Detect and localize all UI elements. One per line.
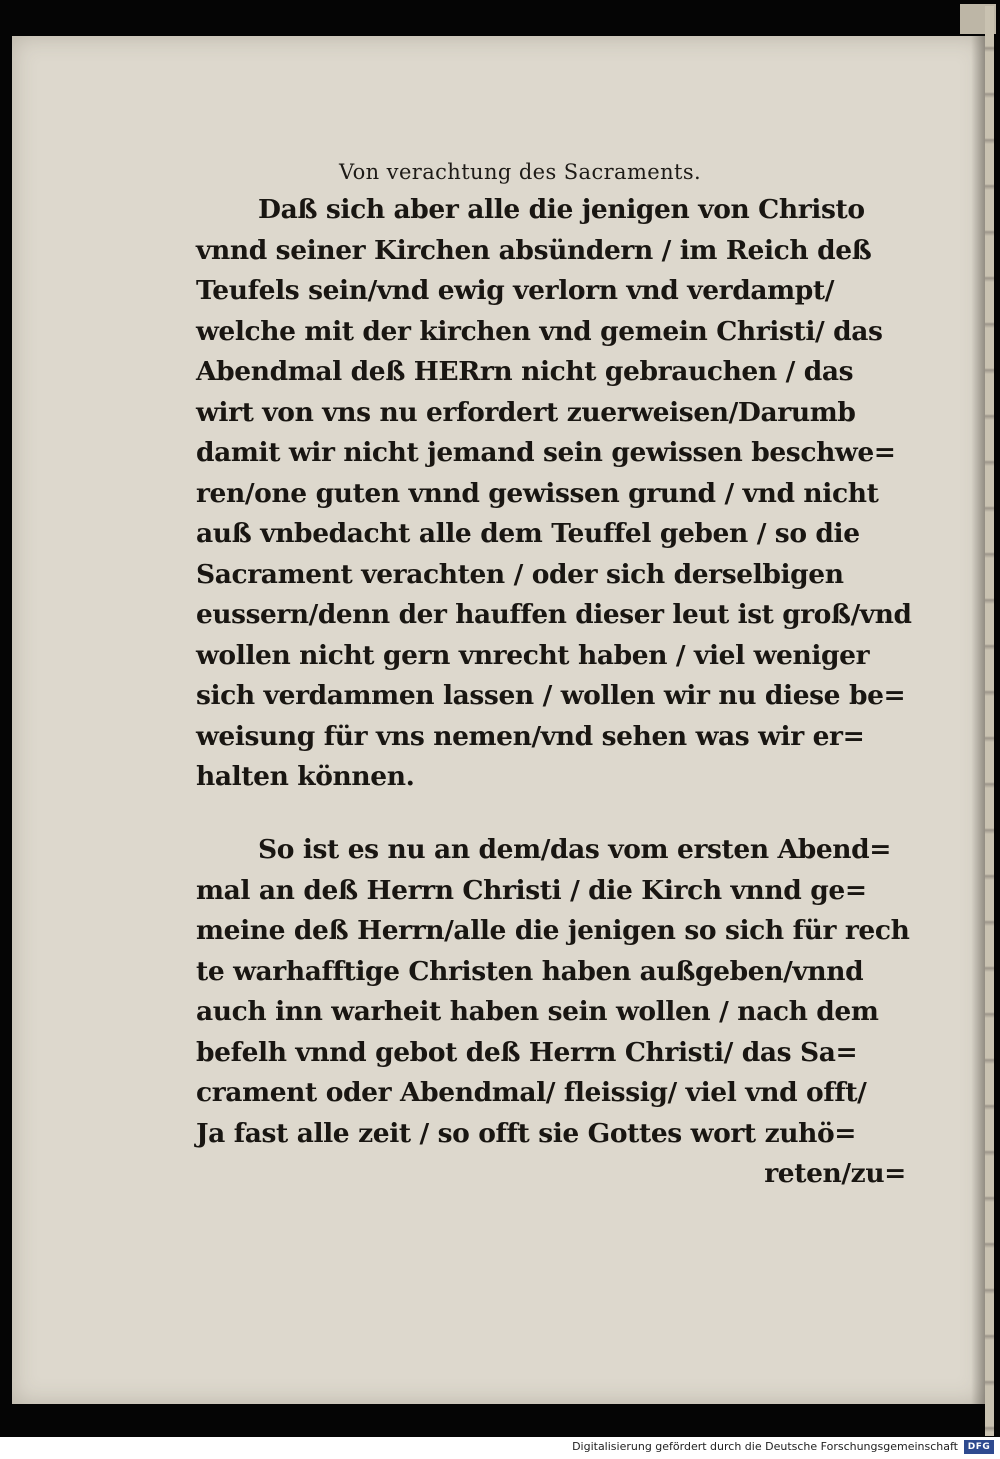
text-line: welche mit der kirchen vnd gemein Christi/ das xyxy=(196,315,883,347)
digitization-footer xyxy=(0,1437,1000,1459)
text-line: sich verdammen lassen / wollen wir nu diese be= xyxy=(196,680,906,711)
text-line: auch inn warheit haben sein wollen / nach dem xyxy=(196,996,879,1027)
text-line: te warhafftige Christen haben außgeben/vnnd xyxy=(196,955,864,987)
text-line: eussern/denn der hauffen dieser leut ist groß/vnd xyxy=(196,599,912,630)
text-line: Daß sich aber alle die jenigen von Christo xyxy=(258,194,865,225)
text-line: Sacrament verachten / oder sich derselbigen xyxy=(196,558,844,590)
text-line: auß vnbedacht alle dem Teuffel geben / so die xyxy=(196,518,860,549)
text-line: weisung für vns nemen/vnd sehen was wir er= xyxy=(196,720,865,752)
text-line: ren/one guten vnnd gewissen grund / vnd nicht xyxy=(196,477,879,509)
text-line: So ist es nu an dem/das vom ersten Abend= xyxy=(258,834,892,865)
text-line: vnnd seiner Kirchen absündern / im Reich deß xyxy=(196,234,872,266)
text-line: Abendmal deß HERrn nicht gebrauchen / das xyxy=(196,356,854,387)
text-line: crament oder Abendmal/ fleissig/ viel vnd offt/ xyxy=(196,1077,867,1108)
text-line: mal an deß Herrn Christi / die Kirch vnnd ge= xyxy=(196,874,867,906)
footer-credit: Digitalisierung gefördert durch die Deutsche Forschungsgemeinschaft xyxy=(572,1440,958,1453)
text-line: meine deß Herrn/alle die jenigen so sich für rech xyxy=(196,915,910,946)
catchword: reten/zu= xyxy=(764,1158,906,1189)
text-line: Ja fast alle zeit / so offt sie Gottes wort zuhö= xyxy=(196,1117,857,1149)
text-line: Teufels sein/vnd ewig verlorn vnd verdampt/ xyxy=(196,275,835,306)
paragraph-2 xyxy=(196,830,916,1195)
text-line: wirt von vns nu erfordert zuerweisen/Darumb xyxy=(196,396,856,428)
dfg-logo-icon: DFG xyxy=(964,1440,994,1454)
text-line: wollen nicht gern vnrecht haben / viel weniger xyxy=(196,639,870,671)
book-page-edges xyxy=(985,6,994,1436)
text-line: damit wir nicht jemand sein gewissen beschwe= xyxy=(196,437,896,468)
text-line: befelh vnnd gebot deß Herrn Christi/ das Sa= xyxy=(196,1036,858,1068)
text-line: halten können. xyxy=(196,761,415,792)
running-head: Von verachtung des Sacraments. xyxy=(339,160,702,184)
paragraph-1 xyxy=(196,190,916,798)
